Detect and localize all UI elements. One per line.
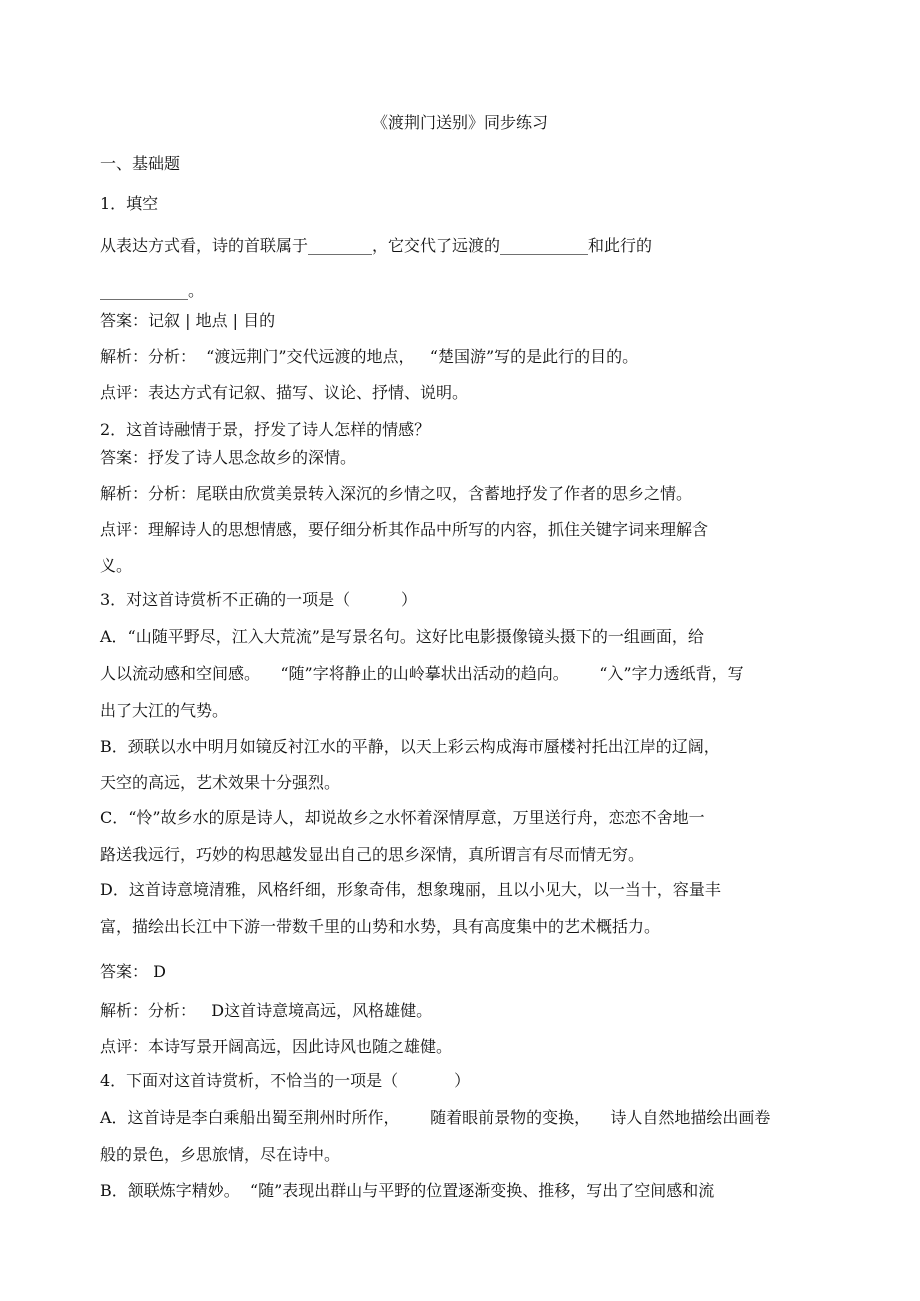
- question-1-heading: 1．填空: [100, 194, 159, 213]
- question-4-option-a-line-1: A．这首诗是李白乘船出蜀至荆州时所作， 随着眼前景物的变换， 诗人自然地描绘出画卷: [100, 1108, 771, 1127]
- question-3-option-b-line-2: 天空的高远，艺术效果十分强烈。: [100, 773, 341, 792]
- question-3-option-c-line-2: 路送我远行，巧妙的构思越发显出自己的思乡深情，真所谓言有尽而情无穷。: [100, 845, 645, 864]
- question-3-analysis: 解析：分析： D这首诗意境高远，风格雄健。: [100, 1001, 433, 1020]
- question-1-analysis: 解析：分析： “渡远荆门”交代远渡的地点， “楚国游”写的是此行的目的。: [100, 347, 639, 366]
- question-2-answer: 答案：抒发了诗人思念故乡的深情。: [100, 448, 357, 467]
- question-1-comment: 点评：表达方式有记叙、描写、议论、抒情、说明。: [100, 383, 469, 402]
- question-3-option-a-line-1: A．“山随平野尽，江入大荒流”是写景名句。这好比电影摄像镜头摄下的一组画面，给: [100, 627, 704, 646]
- question-2-comment-line-2: 义。: [100, 556, 133, 575]
- question-3-option-d-line-1: D．这首诗意境清雅，风格纤细，形象奇伟，想象瑰丽，且以小见大，以一当十，容量丰: [100, 880, 721, 899]
- question-3-option-a-line-3: 出了大江的气势。: [100, 701, 229, 720]
- question-2-heading: 2．这首诗融情于景，抒发了诗人怎样的情感？: [100, 420, 431, 439]
- question-3-option-a-line-2: 人以流动感和空间感。 “随”字将静止的山岭摹状出活动的趋向。 “入”字力透纸背，写: [100, 664, 744, 683]
- page-title: 《渡荆门送别》同步练习: [371, 113, 548, 132]
- question-3-comment: 点评：本诗写景开阔高远，因此诗风也随之雄健。: [100, 1037, 453, 1056]
- question-3-option-d-line-2: 富，描绘出长江中下游一带数千里的山势和水势，具有高度集中的艺术概括力。: [100, 917, 661, 936]
- question-1-answer: 答案：记叙 | 地点 | 目的: [100, 311, 276, 330]
- question-3-option-c-line-1: C．“怜”故乡水的原是诗人，却说故乡之水怀着深情厚意，万里送行舟，恋恋不舍地一: [100, 808, 705, 827]
- question-1-text-line-1: 从表达方式看，诗的首联属于________，它交代了远渡的___________和此行的: [100, 236, 653, 255]
- question-4-heading: 4．下面对这首诗赏析，不恰当的一项是（ ）: [100, 1071, 471, 1090]
- question-3-answer: 答案： D: [100, 962, 166, 981]
- question-3-option-b-line-1: B．颈联以水中明月如镜反衬江水的平静，以天上彩云构成海市蜃楼衬托出江岸的辽阔，: [100, 737, 720, 756]
- question-2-comment-line-1: 点评：理解诗人的思想情感，要仔细分析其作品中所写的内容，抓住关键字词来理解含: [100, 520, 709, 539]
- question-2-analysis: 解析：分析：尾联由欣赏美景转入深沉的乡情之叹，含蓄地抒发了作者的思乡之情。: [100, 484, 693, 503]
- question-4-option-a-line-2: 般的景色，乡思旅情，尽在诗中。: [100, 1145, 341, 1164]
- question-1-text-line-2: ___________。: [100, 281, 205, 300]
- section-heading: 一、基础题: [100, 154, 181, 173]
- question-4-option-b-line-1: B．颔联炼字精妙。 “随”表现出群山与平野的位置逐渐变换、推移，写出了空间感和流: [100, 1181, 715, 1200]
- question-3-heading: 3．对这首诗赏析不正确的一项是（ ）: [100, 590, 418, 609]
